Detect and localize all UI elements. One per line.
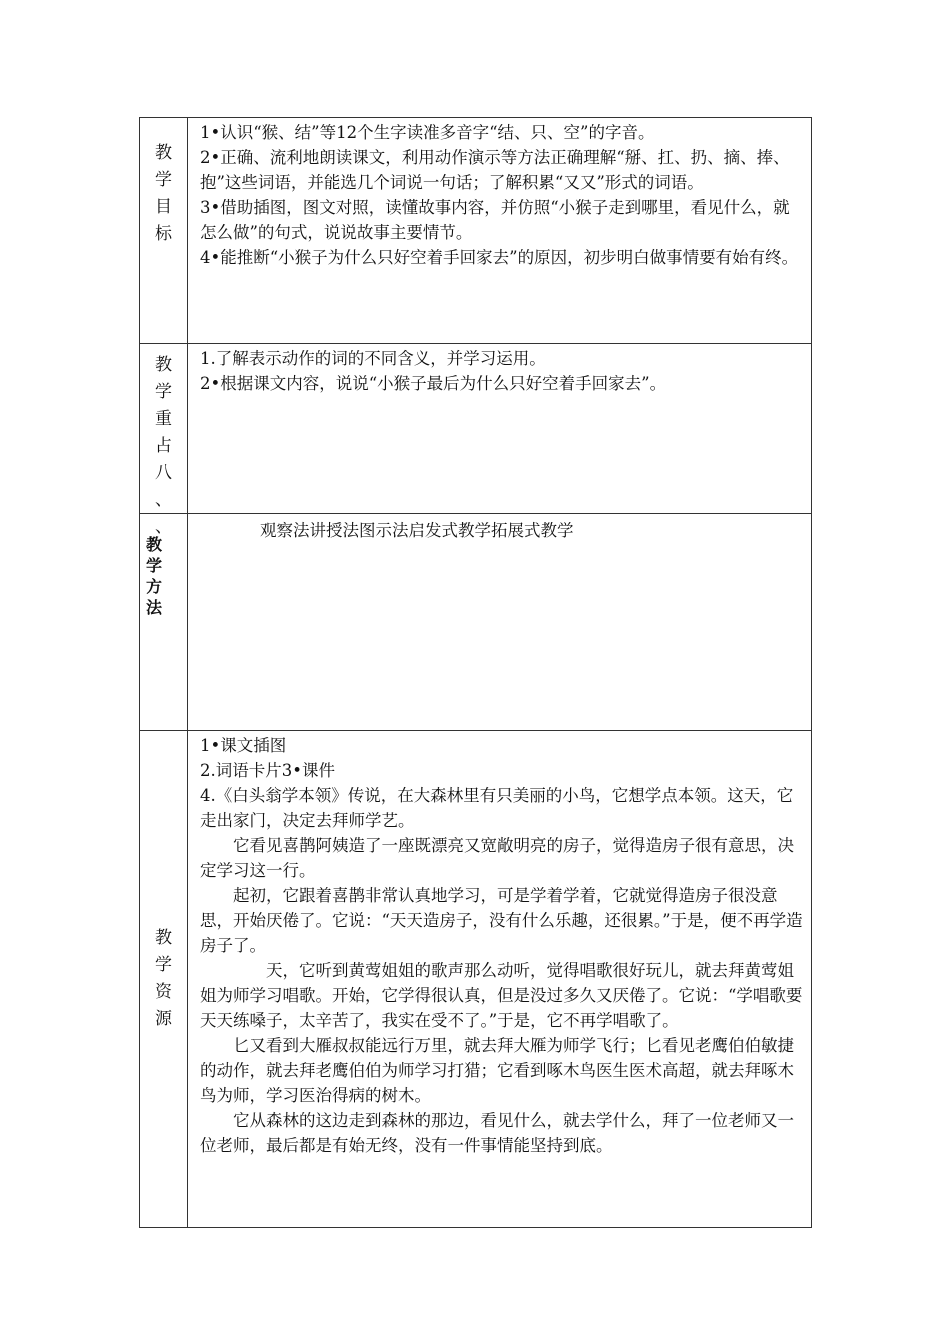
story-paragraph: 匕又看到大雁叔叔能远行万里，就去拜大雁为师学飞行；匕看见老鹰伯伯敏捷的动作，就去拜老鹰伯伯为师学习打猎；它看到啄木鸟医生医术高超，就去拜啄木鸟为师，学习医治得病的树木。	[200, 1036, 794, 1105]
row-teaching-methods	[139, 513, 812, 730]
story-paragraph: 它从森林的这边走到森林的那边，看见什么，就去学什么，拜了一位老师又一位老师，最后都是有始无终，没有一件事情能坚持到底。	[200, 1111, 794, 1155]
row-teaching-resources	[139, 730, 812, 1228]
goal-item: 4•能推断“小猴子为什么只好空着手回家去”的原因，初步明白做事情要有始有终。	[200, 248, 799, 267]
teaching-goals-content	[188, 118, 811, 343]
key-points-content	[188, 344, 811, 513]
label-teaching-goals: 教 学 目 标	[140, 118, 188, 343]
lesson-plan-table	[139, 117, 812, 1228]
goal-item: 3•借助插图，图文对照，读懂故事内容，并仿照“小猴子走到哪里，看见什么，就怎么做”的句式，说说故事主要情节。	[200, 198, 790, 242]
label-teaching-methods: 教 学 方 法	[140, 514, 188, 730]
story-paragraph: 它看见喜鹊阿姨造了一座既漂亮又宽敞明亮的房子，觉得造房子很有意思，决定学习这一行。	[200, 836, 794, 880]
goal-item: 2•正确、流利地朗读课文，利用动作演示等方法正确理解“掰、扛、扔、摘、捧、抱”这些词语，并能选几个词说一句话；了解积累“又又”形式的词语。	[200, 148, 790, 192]
row-teaching-goals	[139, 117, 812, 343]
label-teaching-resources: 教 学 资 源	[140, 731, 188, 1227]
label-key-points: 教 学 重 占 八 、 、	[140, 344, 188, 513]
goal-item: 1•认识“猴、结”等12个生字读准多音字“结、只、空”的字音。	[200, 123, 655, 142]
resource-item: 2.词语卡片3•课件	[200, 761, 335, 780]
teaching-methods-content	[188, 514, 811, 730]
key-point-item: 1.了解表示动作的词的不同含义，并学习运用。	[200, 349, 546, 368]
story-paragraph: 起初，它跟着喜鹊非常认真地学习，可是学着学着，它就觉得造房子很没意思，开始厌倦了。它说：“天天造房子，没有什么乐趣，还很累。”于是，便不再学造房子了。	[200, 886, 803, 955]
resource-item: 1•课文插图	[200, 736, 287, 755]
story-paragraph: 4.《白头翁学本领》传说，在大森林里有只美丽的小鸟，它想学点本领。这天，它走出家门，决定去拜师学艺。	[200, 786, 794, 830]
story-paragraph: 天，它听到黄莺姐姐的歌声那么动听，觉得唱歌很好玩儿，就去拜黄莺姐姐为师学习唱歌。开始，它学得很认真，但是没过多久又厌倦了。它说：“学唱歌要天天练嗓子，太辛苦了，我实在受不了。”于是，它不再学唱歌了。	[200, 961, 803, 1030]
key-point-item: 2•根据课文内容，说说“小猴子最后为什么只好空着手回家去”。	[200, 374, 667, 393]
teaching-resources-content	[188, 731, 811, 1227]
methods-text: 观察法讲授法图示法启发式教学拓展式教学	[260, 521, 574, 540]
